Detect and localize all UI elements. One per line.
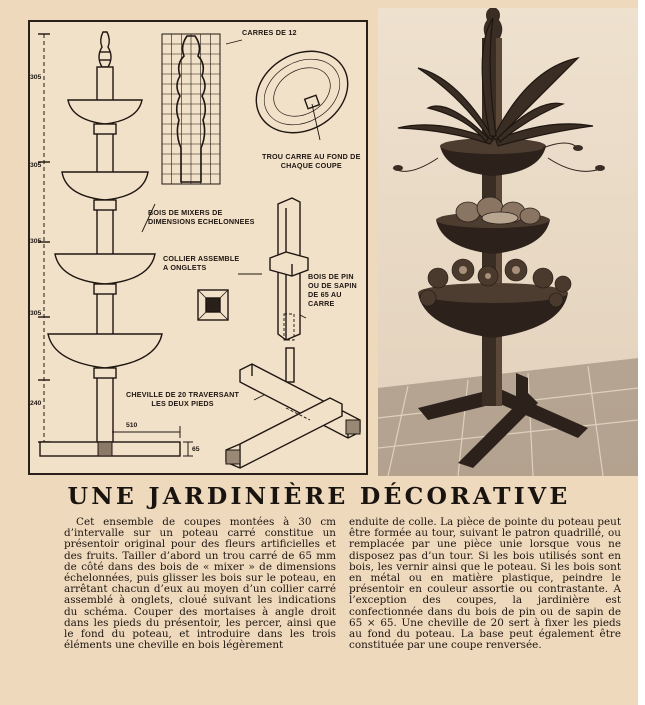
- dimension-spacing-2: 305: [30, 162, 42, 169]
- label-dowel: CHEVILLE DE 20 TRAVERSANT LES DEUX PIEDS: [126, 390, 240, 408]
- article-title: UNE JARDINIÈRE DÉCORATIVE: [67, 482, 571, 510]
- dimension-foot-length: 510: [126, 422, 138, 429]
- label-squares: CARRES DE 12: [242, 28, 297, 37]
- page-margin: [638, 0, 645, 705]
- article-column-left: Cet ensemble de coupes montées à 30 cm d’intervalle sur un poteau carré constitue un présentoir original pour des fleurs artificielles et des fruits. Tailler d’abord un trou carré de 65 mm de côté dans des bois de « mixer » de dimensions échelonnées, puis glisser les bois sur le poteau, en arrêtant chacun d’eux au moyen d’un collier carré assemblé à onglets, cloué suivant les indications du schéma. Couper des mortaises à angle droit dans les pieds du présentoir, les percer, ainsi que le fond du poteau, et introduire dans les trois éléments une cheville en bois légèrement: [64, 516, 336, 652]
- dimension-foot-section: 65: [192, 446, 200, 453]
- label-mixer-wood: BOIS DE MIXERS DE DIMENSIONS ECHELONNEES: [148, 208, 255, 226]
- planter-illustration: [378, 8, 638, 476]
- diagram-drawing: [30, 22, 370, 477]
- planter-photo: [378, 8, 638, 476]
- construction-diagram: [28, 20, 368, 475]
- dimension-base-height: 240: [30, 400, 42, 407]
- dimension-spacing-4: 305: [30, 310, 42, 317]
- label-collar: COLLIER ASSEMBLE A ONGLETS: [163, 254, 240, 272]
- dimension-spacing-3: 305: [30, 238, 42, 245]
- dimension-spacing-1: 305: [30, 74, 42, 81]
- label-post-wood: BOIS DE PIN OU DE SAPIN DE 65 AU CARRE: [308, 272, 357, 308]
- article-column-right: enduite de colle. La pièce de pointe du poteau peut être formée au tour, suivant le patron quadrillé, ou remplacée par une pièce unie lorsque vous ne disposez pas d’un tour. Si les bois utilisés sont en bois, les vernir ainsi que le poteau. Si les bois sont en métal ou en matière plastique, peindre le présentoir en couleur assortie ou contrastante. A l’exception des coupes, la jardinière est confectionnée dans du bois de pin ou de sapin de 65 × 65. Une cheville de 20 sert à fixer les pieds au fond du poteau. La base peut également être constituée par une coupe renversée.: [349, 516, 621, 652]
- label-square-hole: TROU CARRE AU FOND DE CHAQUE COUPE: [262, 152, 361, 170]
